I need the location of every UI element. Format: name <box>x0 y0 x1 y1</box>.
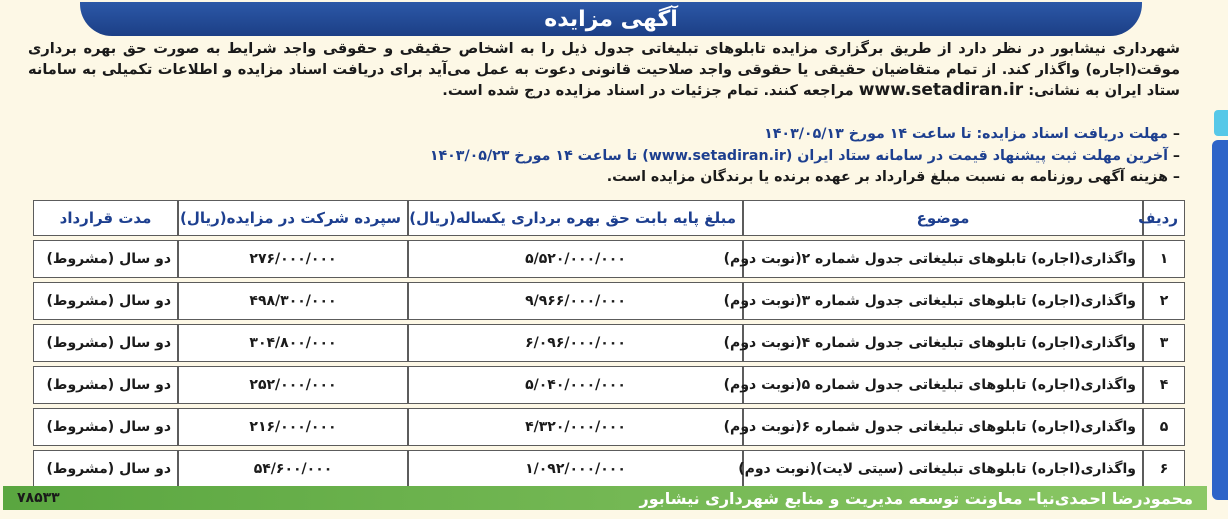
cell-base-price: ۵/۵۲۰/۰۰۰/۰۰۰ <box>408 240 743 278</box>
cell-deposit: ۳۰۴/۸۰۰/۰۰۰ <box>178 324 408 362</box>
cell-duration: دو سال (مشروط) <box>33 240 178 278</box>
notice-title: آگهی مزایده <box>544 6 678 32</box>
edge-decoration <box>1212 140 1228 500</box>
table-row <box>33 366 1185 404</box>
header-duration: مدت قرارداد <box>33 200 178 236</box>
table-header-row <box>33 200 1185 236</box>
setadiran-link[interactable]: www.setadiran.ir <box>858 80 1024 100</box>
header-deposit: سپرده شرکت در مزایده(ریال) <box>178 200 408 236</box>
cell-deposit: ۴۹۸/۳۰۰/۰۰۰ <box>178 282 408 320</box>
cell-subject: واگذاری(اجاره) تابلوهای تبلیغاتی جدول شماره ۶(نوبت دوم) <box>743 408 1143 446</box>
table-row <box>33 240 1185 278</box>
notice-title-bar <box>80 2 1142 36</box>
cell-base-price: ۹/۹۶۶/۰۰۰/۰۰۰ <box>408 282 743 320</box>
cell-subject: واگذاری(اجاره) تابلوهای تبلیغاتی جدول شماره ۴(نوبت دوم) <box>743 324 1143 362</box>
cell-subject: واگذاری(اجاره) تابلوهای تبلیغاتی جدول شماره ۲(نوبت دوم) <box>743 240 1143 278</box>
notes-list <box>28 124 1180 189</box>
table-row <box>33 450 1185 488</box>
footer-bar <box>3 486 1207 510</box>
note-text: هزینه آگهی روزنامه به نسبت مبلغ قرارداد بر عهده برنده یا برندگان مزایده است. <box>606 169 1168 185</box>
note-dash: – <box>1167 126 1180 142</box>
footer-signature: محمودرضا احمدی‌نیا– معاونت توسعه مدیریت و منابع شهرداری نیشابور <box>639 488 1193 508</box>
cell-base-price: ۱/۰۹۲/۰۰۰/۰۰۰ <box>408 450 743 488</box>
cell-duration: دو سال (مشروط) <box>33 408 178 446</box>
cell-row-number: ۵ <box>1143 408 1185 446</box>
cell-row-number: ۴ <box>1143 366 1185 404</box>
cell-subject: واگذاری(اجاره) تابلوهای تبلیغاتی (سیتی لایت)(نوبت دوم) <box>743 450 1143 488</box>
cell-row-number: ۲ <box>1143 282 1185 320</box>
intro-text: شهرداری نیشابور در نظر دارد از طریق برگزاری مزایده تابلوهای تبلیغاتی جدول ذیل را به اشخاص حقیقی و حقوقی واجد شرایط به صورت حق بهره برداری موقت(اجاره) واگذار کند. از تمام متقاضیان حقیقی یا حقوقی واجد صلاحیت قانونی دعوت به عمل می‌آید برای دریافت اسناد مزایده و اطلاعات تکمیلی به سامانه ستاد ایران به نشانی: <box>28 40 1180 99</box>
cell-duration: دو سال (مشروط) <box>33 450 178 488</box>
cell-row-number: ۱ <box>1143 240 1185 278</box>
note-text: آخرین مهلت ثبت پیشنهاد قیمت در سامانه ستاد ایران (www.setadiran.ir) تا ساعت ۱۴ مورخ ۱۴۰۳/۰۵/۲۳ <box>429 147 1168 164</box>
note-text: مهلت دریافت اسناد مزایده: تا ساعت ۱۴ مورخ ۱۴۰۳/۰۵/۱۳ <box>764 126 1168 142</box>
cell-base-price: ۴/۳۲۰/۰۰۰/۰۰۰ <box>408 408 743 446</box>
header-subject: موضوع <box>743 200 1143 236</box>
edge-decoration-top <box>1214 110 1228 136</box>
cell-base-price: ۶/۰۹۶/۰۰۰/۰۰۰ <box>408 324 743 362</box>
note-dash: – <box>1167 169 1180 185</box>
auction-table <box>33 196 1185 492</box>
cell-deposit: ۲۷۶/۰۰۰/۰۰۰ <box>178 240 408 278</box>
cell-subject: واگذاری(اجاره) تابلوهای تبلیغاتی جدول شماره ۵(نوبت دوم) <box>743 366 1143 404</box>
note-bid-deadline <box>28 146 1180 168</box>
note-document-deadline <box>28 124 1180 146</box>
cell-row-number: ۶ <box>1143 450 1185 488</box>
cell-subject: واگذاری(اجاره) تابلوهای تبلیغاتی جدول شماره ۳(نوبت دوم) <box>743 282 1143 320</box>
intro-text-after: مراجعه کنند. تمام جزئیات در اسناد مزایده درج شده است. <box>442 82 854 99</box>
note-ad-cost <box>28 167 1180 189</box>
cell-deposit: ۲۱۶/۰۰۰/۰۰۰ <box>178 408 408 446</box>
table-row <box>33 324 1185 362</box>
cell-duration: دو سال (مشروط) <box>33 282 178 320</box>
cell-deposit: ۵۴/۶۰۰/۰۰۰ <box>178 450 408 488</box>
header-row-number: ردیف <box>1143 200 1185 236</box>
intro-paragraph <box>28 38 1180 101</box>
header-base-price: مبلغ پایه بابت حق بهره برداری یکساله(ریال) <box>408 200 743 236</box>
cell-row-number: ۳ <box>1143 324 1185 362</box>
cell-deposit: ۲۵۲/۰۰۰/۰۰۰ <box>178 366 408 404</box>
cell-duration: دو سال (مشروط) <box>33 324 178 362</box>
table-row <box>33 282 1185 320</box>
ad-code: ۷۸۵۳۳ <box>17 490 60 506</box>
cell-base-price: ۵/۰۴۰/۰۰۰/۰۰۰ <box>408 366 743 404</box>
cell-duration: دو سال (مشروط) <box>33 366 178 404</box>
table-row <box>33 408 1185 446</box>
note-dash: – <box>1167 147 1180 164</box>
